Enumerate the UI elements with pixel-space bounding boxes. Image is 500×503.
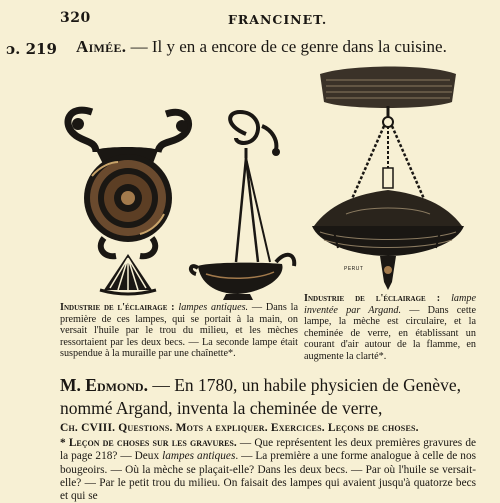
page-number: 320	[60, 10, 91, 26]
caption-argand-lamp	[304, 293, 476, 363]
antique-hand-lamp-illustration	[68, 110, 189, 294]
lesson-text: — Que représentent les deux premières gravures de la page 218? — Deux	[60, 437, 477, 463]
hanging-antique-lamp-illustration	[191, 112, 294, 300]
lesson-paragraph	[60, 437, 476, 503]
caption-title: Industrie de l'éclairage :	[60, 302, 175, 313]
lesson-text-continued: . — La première a une forme analogue à celle de nos bougeoirs. — Où la mèche se plaçait-elle? Dans les deux becs. — Par où l'huile se versait-elle? — Par le petit trou du milieu. On faisait des lampes qui avaient jusqu'à quatorze becs et qui se	[60, 450, 476, 503]
argand-lamp-illustration	[312, 67, 464, 291]
running-title: FRANCINET.	[228, 12, 328, 27]
caption-body: — Dans cette lampe, la mèche est circulaire, et la cheminée de verre, en établissant un courant d'air autour de la flamme, en augmente la clarté*.	[304, 304, 476, 362]
lesson-title: * Leçon de choses sur les gravures.	[60, 437, 237, 449]
caption-body: — Dans la première de ces lampes, qui se portait à la main, on versait l'huile par le trou du milieu, et les mèches ressortaient par les deux becs. — La seconde lampe était suspendue à la muraille par une chaînette*.	[60, 302, 298, 360]
dialogue-line-2	[60, 374, 480, 420]
dialogue-text: — Il y en a encore de ce genre dans la cuisine.	[126, 37, 447, 56]
dialogue-text: — En 1780, un habile physicien de Genève, nommé Argand, inventa la cheminée de verre,	[60, 375, 461, 418]
speaker-name: M. Edmond.	[60, 375, 148, 395]
caption-italic: lampe inventée par Argand.	[304, 293, 476, 316]
caption-title: Industrie de l'éclairage :	[304, 293, 441, 304]
chapter-heading: Ch. CVIII. Questions. Mots a expliquer. Exercices. Leçons de choses.	[60, 422, 419, 434]
paragraph-number: ɔ. 219	[6, 40, 57, 58]
caption-italic: lampes antiques.	[178, 302, 249, 313]
lesson-italic: lampes antiques	[162, 450, 236, 463]
engraver-signature: PERUT	[344, 266, 364, 272]
caption-antique-lamps	[60, 302, 298, 360]
speaker-name: Aimée.	[76, 37, 127, 56]
